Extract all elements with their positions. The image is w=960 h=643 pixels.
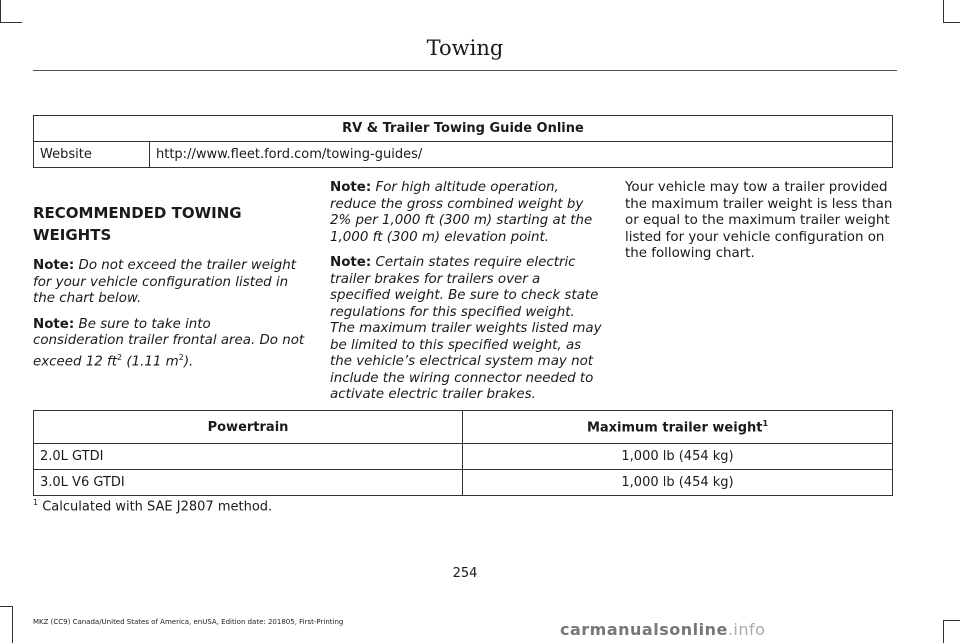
body-paragraph: Your vehicle may tow a trailer provided the maximum trailer weight is less than or equal to the maximum trailer weight listed for your vehicle configuration on the following chart. xyxy=(625,180,893,261)
note-text: Do not exceed the trailer weight for your vehicle configuration listed in the chart below. xyxy=(33,258,297,306)
note-label: Note: xyxy=(33,316,75,332)
note-label: Note: xyxy=(33,258,75,273)
crop-mark xyxy=(0,22,22,23)
page-title: Towing xyxy=(426,36,504,60)
note-paragraph xyxy=(330,180,602,246)
note-paragraph xyxy=(33,258,305,308)
page-number: 254 xyxy=(452,566,478,581)
towing-guide-table xyxy=(33,115,893,168)
table-row xyxy=(34,142,893,168)
footnote-marker: 1 xyxy=(762,418,769,428)
crop-mark xyxy=(943,620,944,643)
towing-guide-table-title: RV & Trailer Towing Guide Online xyxy=(34,116,893,142)
weight-cell: 1,000 lb (454 kg) xyxy=(463,470,893,496)
note-label: Note: xyxy=(330,180,372,195)
watermark xyxy=(560,620,765,639)
watermark-main: carmanualsonline xyxy=(560,620,728,639)
table-row xyxy=(34,444,893,470)
weight-cell: 1,000 lb (454 kg) xyxy=(463,444,893,470)
note-paragraph xyxy=(330,255,602,404)
footnote xyxy=(33,498,272,514)
watermark-suffix: .info xyxy=(727,620,766,639)
crop-mark xyxy=(12,606,13,643)
text-column-2 xyxy=(330,180,602,413)
powertrain-cell: 3.0L V6 GTDI xyxy=(34,470,463,496)
footnote-text: Calculated with SAE J2807 method. xyxy=(42,499,273,515)
crop-mark xyxy=(943,0,944,22)
note-text: Be sure to take into consideration trailer frontal area. Do not exceed 12 ft xyxy=(33,316,305,369)
text-column-1 xyxy=(33,180,305,379)
note-text: For high altitude operation, reduce the gross combined weight by 2% per 1,000 ft (300 m) starting at the 1,000 ft (300 m) elevation point. xyxy=(330,180,593,245)
max-weight-header-label: Maximum trailer weight xyxy=(586,420,763,436)
superscript: 2 xyxy=(117,352,123,362)
section-heading-line2: WEIGHTS xyxy=(33,226,112,244)
edition-info: MKZ (CC9) Canada/United States of America, enUSA, Edition date: 201805, First-Printing xyxy=(33,618,344,626)
crop-mark xyxy=(943,22,960,23)
note-label: Note: xyxy=(330,255,372,270)
powertrain-header: Powertrain xyxy=(34,411,463,444)
section-heading-line1: RECOMMENDED TOWING xyxy=(33,204,242,222)
powertrain-cell: 2.0L GTDI xyxy=(34,444,463,470)
text-column-3 xyxy=(625,180,897,272)
header-divider xyxy=(33,70,897,71)
crop-mark xyxy=(0,606,12,607)
crop-mark xyxy=(0,0,1,22)
crop-mark xyxy=(943,620,960,621)
website-url[interactable]: http://www.fleet.ford.com/towing-guides/ xyxy=(150,142,893,168)
max-weight-header xyxy=(463,411,893,444)
note-text: Certain states require electric trailer brakes for trailers over a specified weight. Be sure to check state regulations for this specified weight. The maximum trailer weights listed may be limited to this specified weight, as the vehicle’s electrical system may not include the wiring connector needed to activate electric trailer brakes. xyxy=(330,255,602,402)
table-row xyxy=(34,470,893,496)
website-label: Website xyxy=(34,142,150,168)
footnote-marker: 1 xyxy=(33,498,39,507)
note-text: ). xyxy=(183,353,194,369)
trailer-weight-table xyxy=(33,410,893,496)
superscript: 2 xyxy=(178,352,184,362)
section-heading xyxy=(33,202,305,246)
note-paragraph xyxy=(33,317,305,371)
note-text: (1.11 m xyxy=(126,353,179,369)
